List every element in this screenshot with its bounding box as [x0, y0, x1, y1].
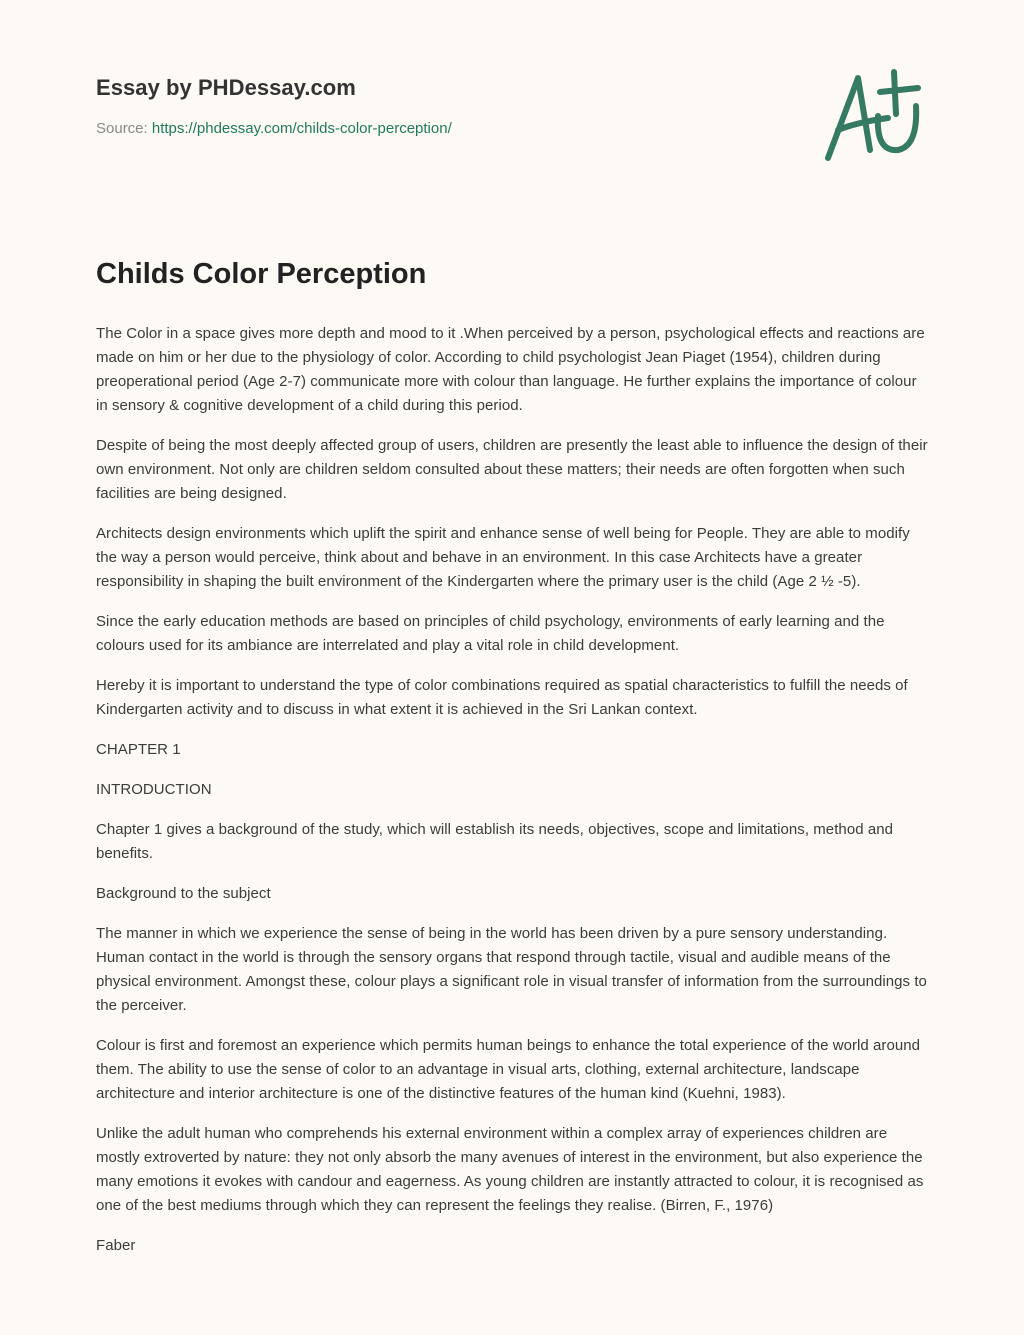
paragraph: Since the early education methods are based on principles of child psychology, environments of early learning and the colours used for its ambiance are interrelated and play a vital role in child development.	[96, 613, 885, 654]
site-title: Essay by PHDessay.com	[96, 75, 356, 100]
source-line	[96, 120, 452, 137]
article-body	[96, 322, 930, 1258]
paragraph: The manner in which we experience the sense of being in the world has been driven by a pure sensory understanding. Human contact in the world is through the sensory organs that respond through tactile, visual and audible means of the physical environment. Amongst these, colour plays a significant role in visual transfer of information from the surroundings to the perceiver.	[96, 925, 927, 1014]
paragraph: Unlike the adult human who comprehends his external environment within a complex array of experiences children are mostly extroverted by nature: they not only absorb the many avenues of interest in the environment, but also experience the many emotions it evokes with candour and eagerness. As young children are instantly attracted to colour, it is recognised as one of the best mediums through which they can represent the feelings they realise. (Birren, F., 1976)	[96, 1125, 924, 1214]
paragraph: Background to the subject	[96, 885, 271, 902]
source-link[interactable]: https://phdessay.com/childs-color-perception/	[151, 120, 452, 137]
source-label: Source:	[96, 120, 148, 137]
paragraph: Faber	[96, 1237, 136, 1254]
paragraph: Architects design environments which uplift the spirit and enhance sense of well being for People. They are able to modify the way a person would perceive, think about and behave in an environment. In this case Architects have a greater responsibility in shaping the built environment of the Kindergarten where the primary user is the child (Age 2 ½ -5).	[96, 525, 910, 590]
paragraph: INTRODUCTION	[96, 781, 212, 798]
document-header	[96, 76, 452, 137]
a-plus-logo-icon	[818, 66, 930, 166]
paragraph: Hereby it is important to understand the type of color combinations required as spatial characteristics to fulfill the needs of Kindergarten activity and to discuss in what extent it is achieved in the Sri Lankan context.	[96, 677, 908, 718]
paragraph: CHAPTER 1	[96, 741, 181, 758]
article	[96, 254, 930, 1274]
paragraph: Colour is first and foremost an experience which permits human beings to enhance the total experience of the world around them. The ability to use the sense of color to an advantage in visual arts, clothing, external architecture, landscape architecture and interior architecture is one of the distinctive features of the human kind (Kuehni, 1983).	[96, 1037, 921, 1102]
paragraph: Chapter 1 gives a background of the study, which will establish its needs, objectives, scope and limitations, method and benefits.	[96, 821, 893, 862]
paragraph: Despite of being the most deeply affected group of users, children are presently the least able to influence the design of their own environment. Not only are children seldom consulted about these matters; their needs are often forgotten when such facilities are being designed.	[96, 437, 928, 502]
paragraph: The Color in a space gives more depth and mood to it .When perceived by a person, psychological effects and reactions are made on him or her due to the physiology of color. According to child psychologist Jean Piaget (1954), children during preoperational period (Age 2-7) communicate more with colour than language. He further explains the importance of colour in sensory & cognitive development of a child during this period.	[96, 325, 925, 414]
article-title: Childs Color Perception	[96, 258, 427, 290]
